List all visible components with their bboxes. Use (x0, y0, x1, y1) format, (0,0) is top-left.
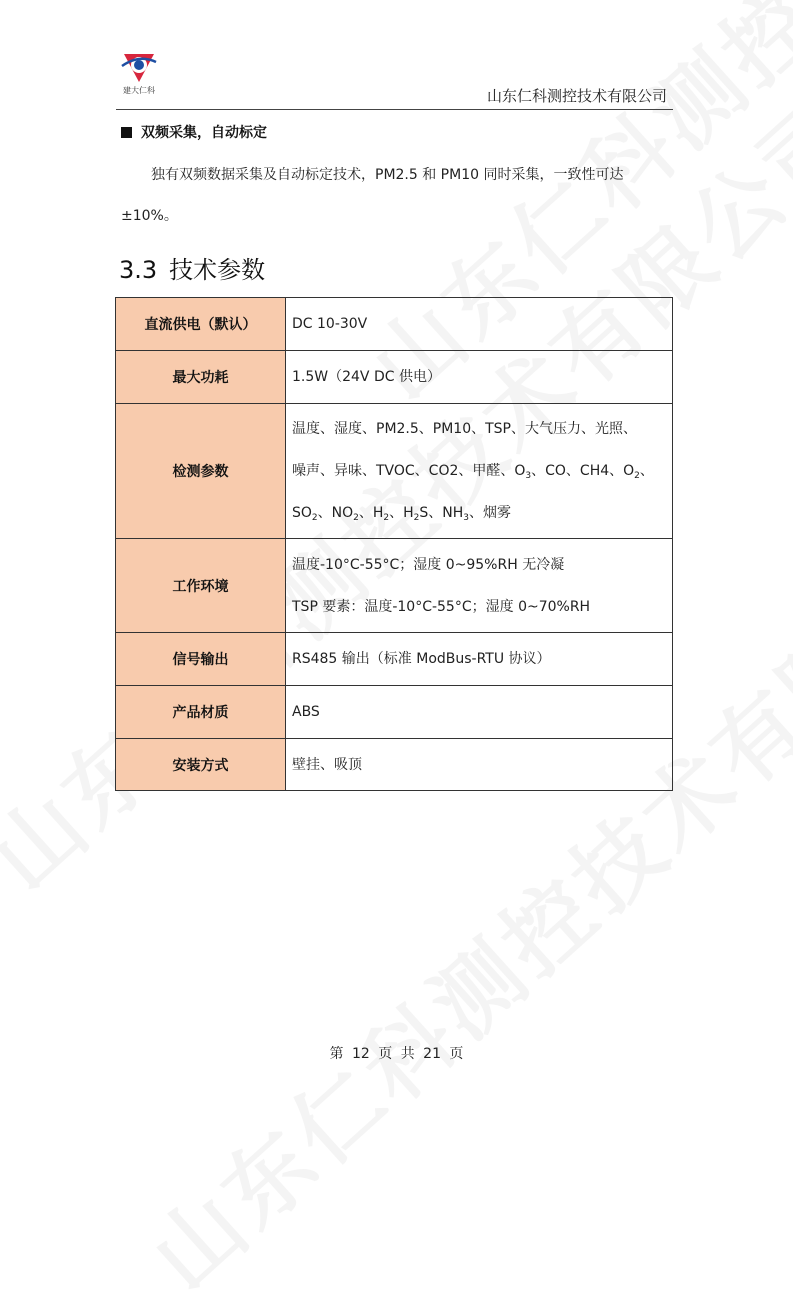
square-bullet-icon (121, 127, 132, 138)
spec-label: 信号输出 (116, 633, 286, 686)
spec-label: 安装方式 (116, 739, 286, 791)
spec-value: 壁挂、吸顶 (286, 739, 673, 791)
spec-value: 1.5W（24V DC 供电） (286, 351, 673, 404)
params-line3: $SO_2$、$NO_2$、$H_2$、$H_2S$、$NH_3$、烟雾 (292, 505, 512, 523)
table-row (116, 539, 673, 633)
table-row (116, 298, 673, 351)
env-line2: TSP 要素：温度-10°C-55°C；湿度 0~70%RH (292, 598, 591, 615)
feature-heading (121, 122, 267, 142)
spec-value: ABS (286, 686, 673, 739)
feature-paragraph-line2: ±10%。 (121, 208, 178, 224)
spec-label: 最大功耗 (116, 351, 286, 404)
section-title-text: 技术参数 (169, 256, 266, 284)
logo-icon (120, 50, 158, 84)
spec-value-env (286, 539, 673, 633)
env-line1: 温度-10°C-55°C；湿度 0~95%RH 无冷凝 (292, 556, 565, 573)
spec-label: 直流供电（默认） (116, 298, 286, 351)
section-number: 3.3 (119, 256, 158, 284)
section-title (119, 250, 265, 285)
spec-label: 工作环境 (116, 539, 286, 633)
spec-label: 产品材质 (116, 686, 286, 739)
feature-paragraph-line1: 独有双频数据采集及自动标定技术，PM2.5 和 PM10 同时采集，一致性可达 (151, 167, 624, 183)
table-row (116, 351, 673, 404)
page-number: 第 12 页 共 21 页 (329, 1046, 464, 1062)
spec-label: 检测参数 (116, 404, 286, 539)
table-row (116, 686, 673, 739)
table-row (116, 633, 673, 686)
params-line1: 温度、湿度、PM2.5、PM10、TSP、大气压力、光照、 (292, 421, 638, 437)
company-name: 山东仁科测控技术有限公司 (486, 87, 667, 105)
table-row (116, 404, 673, 539)
spec-table (115, 297, 673, 791)
table-row (116, 739, 673, 791)
spec-value: RS485 输出（标准 ModBus-RTU 协议） (286, 633, 673, 686)
header-divider (116, 109, 673, 110)
feature-heading-text: 双频采集，自动标定 (141, 125, 267, 141)
logo-text: 建大仁科 (123, 86, 155, 95)
params-line2: 噪声、异味、TVOC、CO2、甲醛、$O_3$、CO、CH4、$O_2$、 (292, 463, 654, 481)
spec-value-params (286, 404, 673, 539)
company-logo (118, 50, 160, 96)
spec-value: DC 10-30V (286, 298, 673, 351)
